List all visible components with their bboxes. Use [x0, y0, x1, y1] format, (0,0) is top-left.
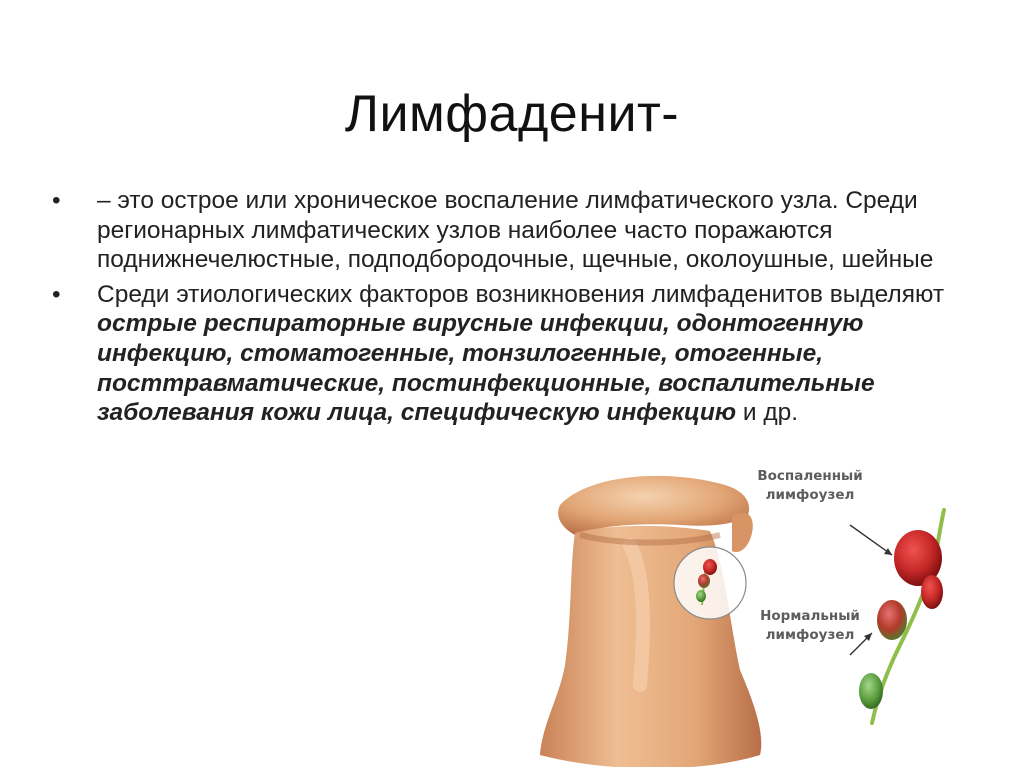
neck-lymph-node-illustration [520, 455, 1024, 767]
arrow-inflamed [850, 525, 892, 555]
bullet-item-definition [52, 186, 982, 275]
magnifier-circle [674, 547, 746, 619]
bullet-text-definition: – это острое или хроническое воспаление лимфатического узла. Среди регионарных лимфатических узлов наиболее часто поражаются поднижнечелюстные, подподбородочные, щечные, околоушные, шейные [97, 187, 934, 274]
bullet-marker: • [52, 280, 61, 308]
etiology-outro: и др. [736, 399, 799, 427]
etiology-intro: Среди этиологических факторов возникновения лимфаденитов выделяют [97, 280, 945, 308]
bullet-item-etiology [52, 280, 982, 428]
normal-node-label: Нормальный лимфоузел [760, 608, 860, 643]
bullet-list [52, 186, 982, 433]
normal-node [859, 673, 883, 709]
inflamed-node-small [921, 575, 943, 609]
slide-title: Лимфаденит- [344, 85, 680, 143]
ear-shape [732, 513, 753, 552]
transition-node [877, 600, 907, 640]
inflamed-node-label: Воспаленный лимфоузел [757, 468, 863, 503]
bullet-marker: • [52, 187, 61, 214]
etiology-factors-emphasis: острые респираторные вирусные инфекции, одонтогенную инфекцию, стоматогенные, тонзилогенные, отогенные, посттравматические, постинфекционные, воспалительные заболевания кожи лица, специфическую инфекцию [97, 310, 875, 427]
